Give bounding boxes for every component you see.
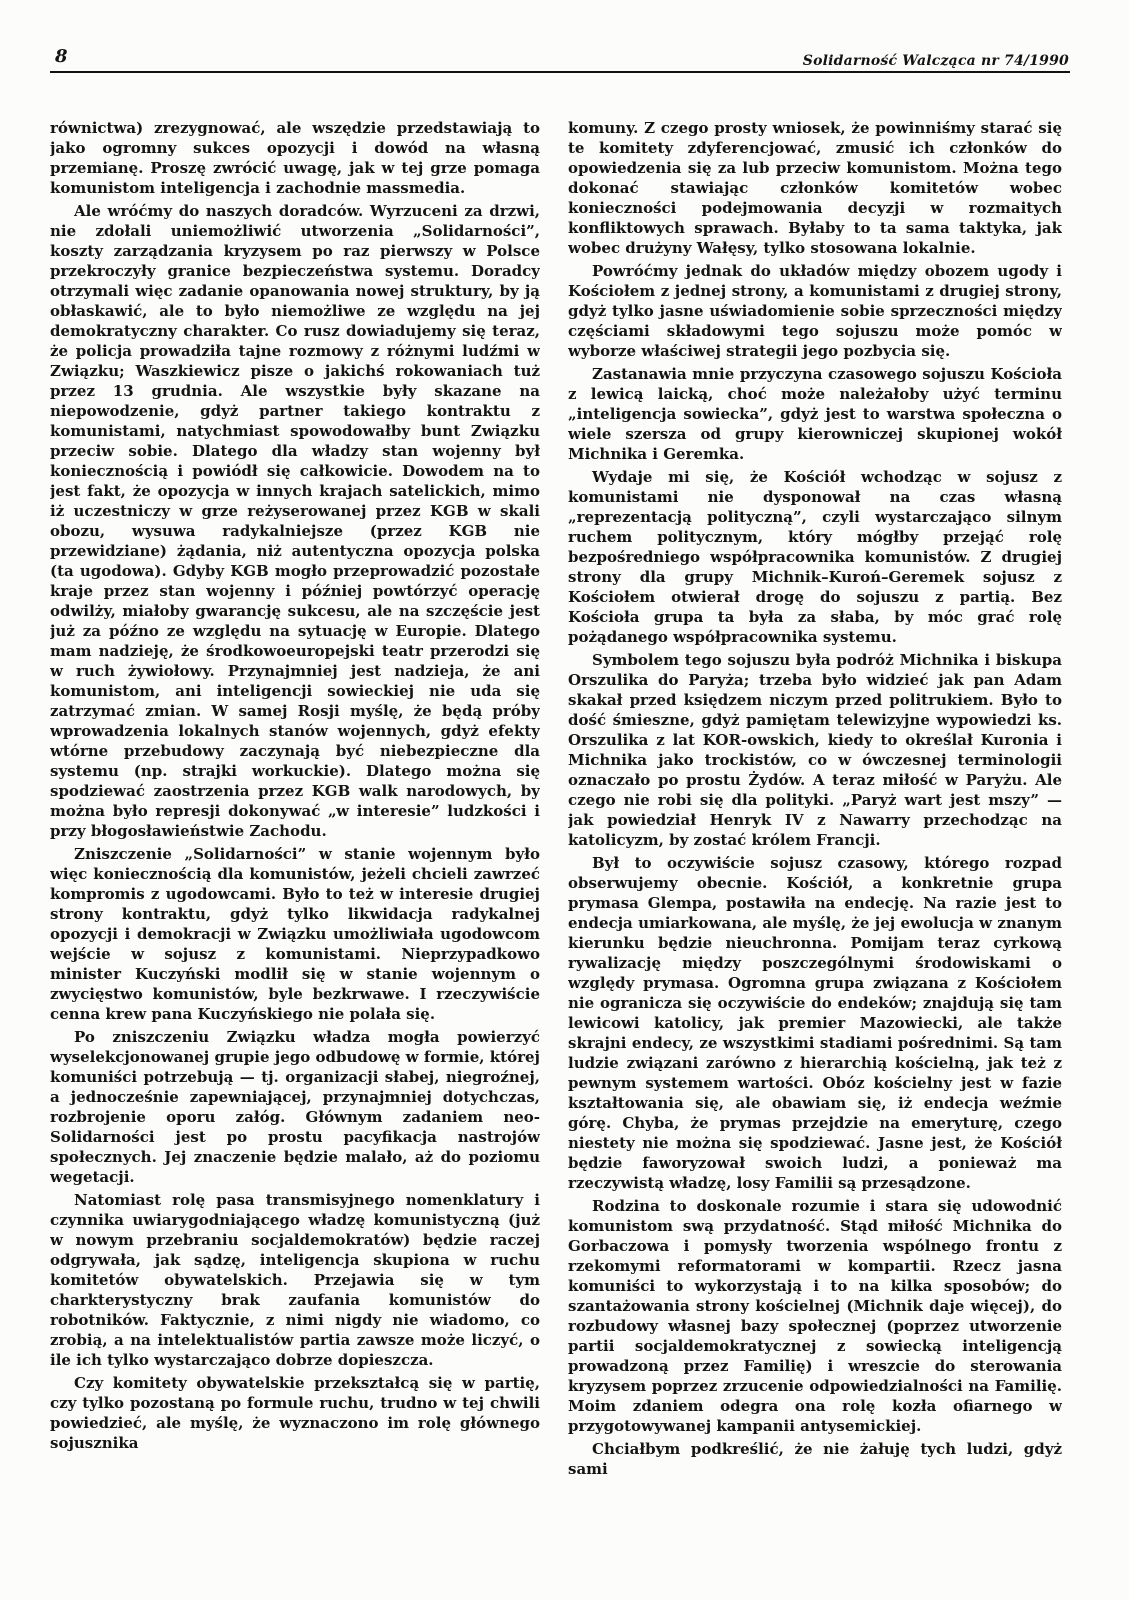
article-paragraph: Po zniszczeniu Związku władza mogła powierzyć wyselekcjonowanej grupie jego odbudowę w formie, której komuniści potrzebują — tj. organizacji słabej, niegroźnej, a jednocześnie zapewniającej, przynajmniej dotychczas, rozbrojenie oporu załóg. Głównym zadaniem neo-Solidarności jest po prostu pacyfikacja nastrojów społecznych. Jej znaczenie będzie malało, aż do poziomu wegetacji.	[50, 1028, 540, 1186]
right-column	[568, 118, 1062, 1588]
article-paragraph: Natomiast rolę pasa transmisyjnego nomenklatury i czynnika uwiarygodniającego władzę komunistyczną (już w nowym przebraniu socjaldemokratów) będzie raczej odgrywała, jak sądzę, inteligencja skupiona w ruchu komitetów obywatelskich. Przejawia się w tym charkterystyczny brak zaufania komunistów do robotników. Faktycznie, z nimi nigdy nie wiadomo, co zrobią, a na intelektualistów partia zawsze może liczyć, o ile ich tylko wystarczająco dobrze dopieszcza.	[50, 1191, 540, 1369]
article-paragraph: Powróćmy jednak do układów między obozem ugody i Kościołem z jednej strony, a komunistami z drugiej strony, gdyż tylko jasne uświadomienie sobie sprzeczności między częściami składowymi tego sojuszu może pomóc w wyborze właściwej strategii jego pozbycia się.	[568, 262, 1062, 360]
article-paragraph: Wydaje mi się, że Kościół wchodząc w sojusz z komunistami nie dysponował na czas własną „reprezentacją polityczną”, czyli wystarczająco silnym ruchem politycznym, który mógłby przejąć rolę bezpośredniego współpracownika komunistów. Z drugiej strony dla grupy Michnik–Kuroń–Geremek sojusz z Kościołem otwierał drogę do sojuszu z partią. Bez Kościoła grupa ta była za słaba, by móc grać rolę pożądanego współpracownika systemu.	[568, 468, 1062, 646]
article-paragraph: Był to oczywiście sojusz czasowy, którego rozpad obserwujemy obecnie. Kościół, a konkretnie grupa prymasa Glempa, postawiła na endecję. Na razie jest to endecja umiarkowana, ale myślę, że jej ewolucja w znanym kierunku będzie nieuchronna. Pomijam teraz cyrkową rywalizację między poszczególnymi środowiskami o względy prymasa. Ogromna grupa związana z Kościołem nie ogranicza się oczywiście do endeków; znajdują się tam lewicowi katolicy, jak premier Mazowiecki, ale także skrajni endecy, ze wszystkimi stadiami pośrednimi. Są tam ludzie związani zarówno z hierarchią kościelną, jak też z pewnym systemem wartości. Obóz kościelny jest w fazie kształtowania się, ale obawiam się, iż endecja weźmie górę. Chyba, że prymas przejdzie na emeryturę, czego niestety nie można się spodziewać. Jasne jest, że Kościół będzie faworyzował swoich ludzi, a ponieważ ma rzeczywistą władzę, losy Familii są przesądzone.	[568, 854, 1062, 1192]
left-column	[50, 118, 540, 1588]
page-number: 8	[55, 46, 68, 67]
header-rule	[50, 71, 1070, 73]
article-paragraph: Czy komitety obywatelskie przekształcą się w partię, czy tylko pozostaną po formule ruchu, trudno w tej chwili powiedzieć, ale myślę, że wyznaczono im rolę głównego sojusznika	[50, 1374, 540, 1452]
article-paragraph: Ale wróćmy do naszych doradców. Wyrzuceni za drzwi, nie zdołali uniemożliwić utworzenia „Solidarności”, koszty zarządzania kryzysem po raz pierwszy w Polsce przekroczyły granice bezpieczeństwa systemu. Doradcy otrzymali więc zadanie opanowania nowej struktury, by ją obłaskawić, ale to było niemożliwe ze względu na jej demokratyczny charakter. Co rusz dowiadujemy się teraz, że policja prowadziła tajne rozmowy z różnymi ludźmi w Związku; Waszkiewicz pisze o jakichś rokowaniach tuż przez 13 grudnia. Ale wszystkie były skazane na niepowodzenie, gdyż partner takiego kontraktu z komunistami, natychmiast spowodowałby bunt Związku przeciw sobie. Dlatego dla władzy stan wojenny był koniecznością i powiódł się całkowicie. Dowodem na to jest fakt, że opozycja w innych krajach satelickich, mimo iż uczestniczy w grze reżyserowanej przez KGB w skali obozu, wysuwa radykalniejsze (przez KGB nie przewidziane) żądania, niż autentyczna opozycja polska (ta ugodowa). Gdyby KGB mogło przeprowadzić pozostałe kraje przez stan wojenny i później powtórzyć operację odwilży, miałoby gwarancję sukcesu, ale na szczęście jest już za późno ze względu na sytuację w Europie. Dlatego mam nadzieję, że środkowoeuropejski teatr przerodzi się w ruch żywiołowy. Przynajmniej jest nadzieja, że ani komunistom, ani inteligencji sowieckiej nie uda się zatrzymać zmian. W samej Rosji myślę, że będą próby wprowadzenia lokalnych stanów wojennych, gdyż efekty wtórne przebudowy zaczynają być niebezpieczne dla systemu (np. strajki workuckie). Dlatego można się spodziewać zaostrzenia przez KGB walk narodowych, by można było represji dokonywać „w interesie” ludzkości i przy błogosławieństwie Zachodu.	[50, 202, 540, 840]
article-paragraph: Symbolem tego sojuszu była podróż Michnika i biskupa Orszulika do Paryża; trzeba było widzieć jak pan Adam skakał przed księdzem niczym przed politrukiem. Było to dość śmieszne, gdyż pamiętam telewizyjne wypowiedzi ks. Orszulika z lat KOR-owskich, kiedy to określał Kuronia i Michnika jako trockistów, co w ówczesnej terminologii oznaczało po prostu Żydów. A teraz miłość w Paryżu. Ale czego nie robi się dla polityki. „Paryż wart jest mszy” — jak powiedział Henryk IV z Nawarry przechodząc na katolicyzm, by zostać królem Francji.	[568, 651, 1062, 849]
article-paragraph: Zastanawia mnie przyczyna czasowego sojuszu Kościoła z lewicą laicką, choć może należałoby użyć terminu „inteligencja sowiecka”, gdyż jest to warstwa społeczna o wiele szersza od grupy kierowniczej skupionej wokół Michnika i Geremka.	[568, 365, 1062, 463]
article-paragraph: Zniszczenie „Solidarności” w stanie wojennym było więc koniecznością dla komunistów, jeżeli chcieli zawrzeć kompromis z ugodowcami. Było to też w interesie drugiej strony kontraktu, gdyż tylko likwidacja radykalnej opozycji i demokracji w Związku umożliwiała ugodowcom wejście w sojusz z komunistami. Nieprzypadkowo minister Kuczyński modlił się w stanie wojennym o zwycięstwo komunistów, byle bezkrwawe. I rzeczywiście cenna krew pana Kuczyńskiego nie polała się.	[50, 845, 540, 1023]
publication-title: Solidarność Walcząca nr 74/1990	[802, 53, 1069, 69]
article-paragraph: równictwa) zrezygnować, ale wszędzie przedstawiają to jako ogromny sukces opozycji i dowód na własną przemianę. Proszę zwrócić uwagę, jak w tej grze pomaga komunistom inteligencja i zachodnie massmedia.	[50, 119, 540, 197]
article-paragraph: komuny. Z czego prosty wniosek, że powinniśmy starać się te komitety zdyferencjować, zmusić ich członków do opowiedzenia się za lub przeciw komunistom. Można tego dokonać stawiając członków komitetów wobec konieczności podejmowania decyzji w rozmaitych konfliktowych sprawach. Byłaby to ta sama taktyka, jak wobec drużyny Wałęsy, tylko stosowana lokalnie.	[568, 119, 1062, 257]
article-paragraph: Chciałbym podkreślić, że nie żałuję tych ludzi, gdyż sami	[568, 1440, 1062, 1478]
article-paragraph: Rodzina to doskonale rozumie i stara się udowodnić komunistom swą przydatność. Stąd miłość Michnika do Gorbaczowa i pomysły tworzenia wspólnego frontu z rzekomymi reformatorami w kompartii. Rzecz jasna komuniści to wykorzystają i to na kilka sposobów; do szantażowania strony kościelnej (Michnik daje więcej), do rozbudowy własnej bazy społecznej (poprzez utworzenie partii socjaldemokratycznej z sowiecką inteligencją prowadzoną przez Familię) i wreszcie do sterowania kryzysem poprzez zrzucenie odpowiedzialności na Familię. Moim zdaniem odegra ona rolę kozła ofiarnego w przygotowywanej kampanii antysemickiej.	[568, 1197, 1062, 1435]
